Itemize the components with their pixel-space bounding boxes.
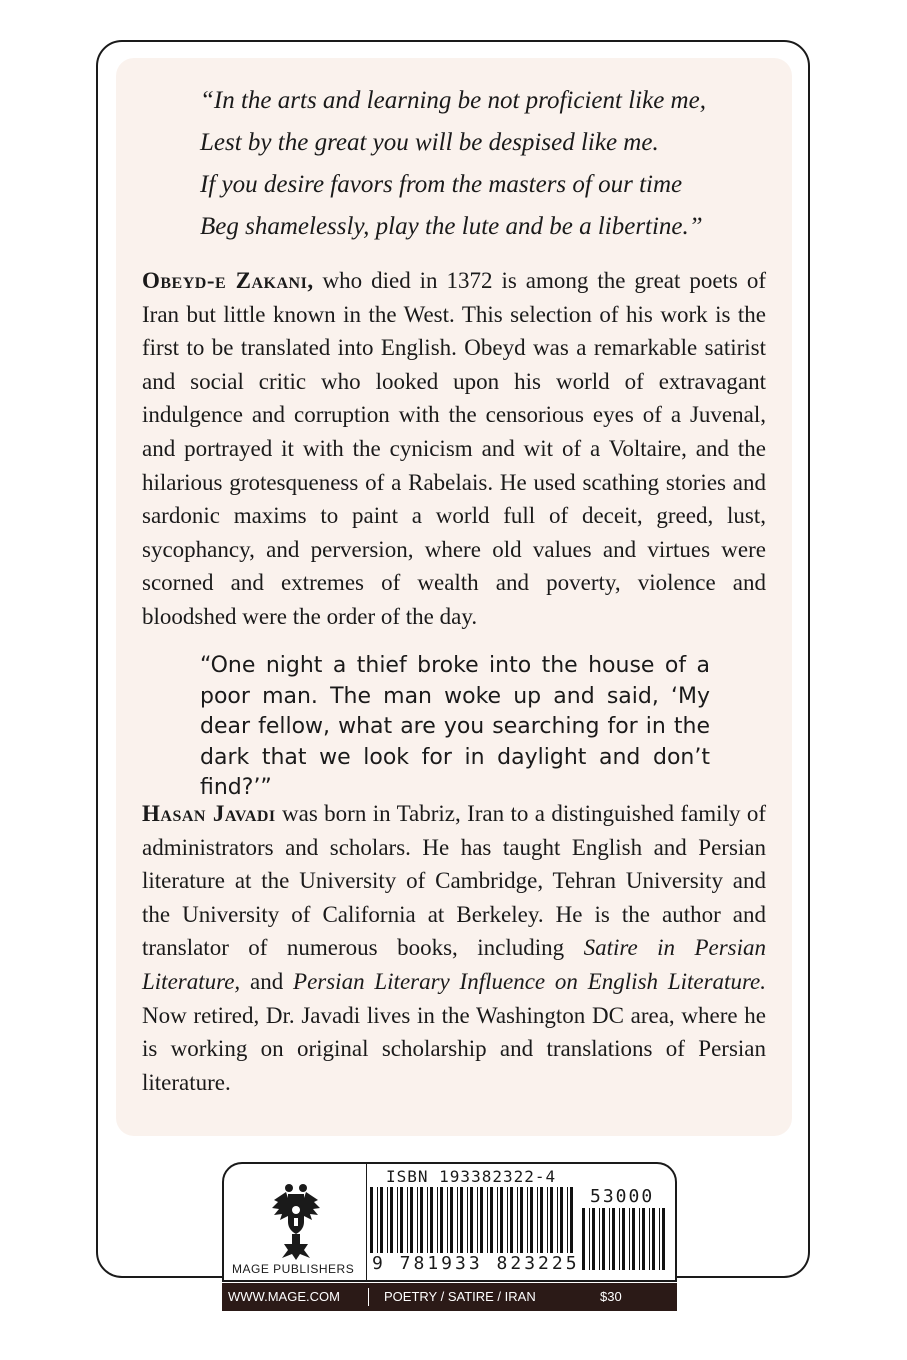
isbn-barcode	[370, 1187, 576, 1257]
bio-hasan-text: Now retired, Dr. Javadi lives in the Washington DC area, where he is working on original scholarship and translations of Persian literature.	[142, 1002, 766, 1095]
anecdote-quote: “One night a thief broke into the house of a poor man. The man woke up and said, ‘My dear fellow, what are you searching for in the dark that we look for in daylight and don’t find?’”	[200, 653, 710, 800]
price-code: 53000	[590, 1186, 655, 1207]
bio-hasan	[142, 797, 766, 1099]
barcode-divider	[366, 1164, 367, 1280]
epigraph-line: Beg shamelessly, play the lute and be a libertine.”	[200, 213, 703, 240]
publisher-name: MAGE PUBLISHERS	[232, 1262, 355, 1276]
website-link[interactable]: WWW.MAGE.COM	[228, 1289, 340, 1304]
double-headed-eagle-icon	[270, 1182, 322, 1260]
bio-hasan-text: was born in Tabriz, Iran to a distinguished family of administrators and scholars. He has taught English and Persian literature at the University of Cambridge, Tehran University and the University of California at Berkeley. He is the author and translator of numerous books, including	[142, 801, 766, 961]
bio-hasan-text: and	[240, 968, 294, 994]
isbn-label: ISBN 193382322-4	[386, 1167, 557, 1186]
isbn-digits: 9 781933 823225	[372, 1253, 580, 1274]
author-name: Obeyd-e Zakani,	[142, 268, 314, 293]
price-label: $30	[600, 1289, 622, 1304]
epigraph-line: If you desire favors from the masters of our time	[200, 171, 683, 198]
epigraph-line: Lest by the great you will be despised like me.	[200, 129, 659, 156]
translator-name: Hasan Javadi	[142, 801, 276, 826]
bio-obeyd-text: who died in 1372 is among the great poets of Iran but little known in the West. This selection of his work is the first to be translated into English. Obeyd was a remarkable satirist and social critic who looked upon his world of extravagant indulgence and corruption with the censorious eyes of a Juvenal, and portrayed it with the cynicism and wit of a Voltaire, and the hilarious grotesqueness of a Rabelais. He used scathing stories and sardonic maxims to paint a world full of deceit, greed, lust, sycophancy, and perversion, where old values and virtues were scorned and extremes of wealth and poverty, violence and bloodshed were the order of the day.	[142, 268, 767, 629]
epigraph-line: “In the arts and learning be not proficient like me,	[200, 87, 706, 114]
category-label: POETRY / SATIRE / IRAN	[384, 1289, 536, 1304]
bio-obeyd	[142, 264, 766, 634]
footer-bar	[222, 1283, 677, 1311]
price-barcode	[582, 1208, 666, 1270]
epigraph	[200, 80, 760, 248]
book-title: Satire in Persian Literature,	[142, 935, 766, 994]
book-title: Persian Literary Influence on English Literature.	[293, 968, 766, 994]
footer-separator	[368, 1288, 369, 1306]
